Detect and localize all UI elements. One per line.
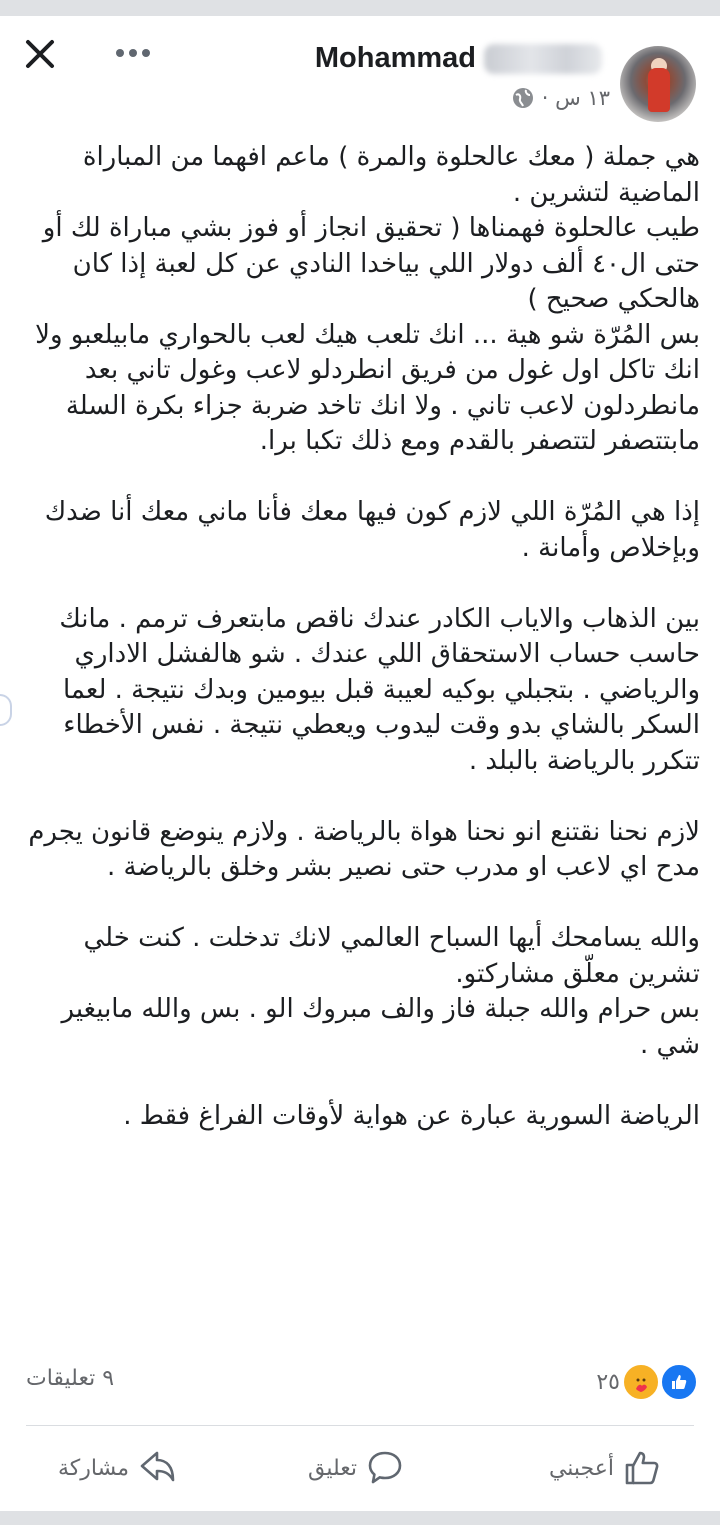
reaction-icons: [634, 1363, 698, 1401]
more-options-button[interactable]: [108, 38, 158, 68]
comment-icon: [365, 1448, 405, 1488]
like-button[interactable]: [549, 1446, 662, 1490]
post-line: لازم نحنا نقتنع انو نحنا هواة بالرياضة . ولازم ينوضع قانون يجرم مدح اي لاعب او مدرب حتى نصير بشر وخلق بالرياضة .: [28, 816, 700, 882]
avatar-figure-body: [648, 68, 670, 112]
close-icon: [24, 38, 56, 70]
reactions-summary[interactable]: [596, 1363, 698, 1401]
globe-icon: [512, 87, 534, 109]
post-line: بس حرام والله جبلة فاز والف مبروك الو . بس والله مابيغير شي .: [61, 994, 700, 1060]
paragraph-gap: [22, 779, 700, 815]
post-timestamp[interactable]: ١٣ س ·: [541, 86, 610, 110]
post-line: طيب عالحلوة فهمناها ( تحقيق انجاز أو فوز بشي مباراة لك أو حتى ال٤٠ ألف دولار اللي بياخدا النادي عن كل لعبة إذا كان هالحكي صحيح ): [42, 213, 700, 314]
divider: [26, 1425, 694, 1426]
post-body: [22, 140, 700, 1134]
comment-label: تعليق: [308, 1455, 358, 1481]
side-handle: [0, 694, 12, 726]
close-button[interactable]: [20, 34, 60, 74]
navigation-bar-strip: [0, 1511, 720, 1525]
care-reaction-icon: [622, 1363, 660, 1401]
like-icon: [622, 1448, 662, 1488]
avatar[interactable]: [620, 46, 696, 122]
post-line: والله يسامحك أيها السباح العالمي لانك تدخلت . كنت خلي تشرين معلّق مشاركتو.: [83, 923, 700, 989]
reaction-count: ٢٥: [596, 1369, 620, 1395]
paragraph-gap: [22, 566, 700, 602]
comments-count[interactable]: ٩ تعليقات: [26, 1366, 115, 1391]
post-line: بين الذهاب والاياب الكادر عندك ناقص مابتعرف ترمم . مانك حاسب حساب الاستحقاق اللي عندك . شو هالفشل الاداري والرياضي . بتجبلي بوكيه لعيبة قبل بيومين وبدك نتيجة . لعما السكر بالشاي بدو وقت ليدوب ويعطي نتيجة . نفس الأخطاء تتكرر بالرياضة بالبلد .: [59, 603, 700, 776]
share-button[interactable]: [58, 1446, 177, 1490]
post-line: الرياضة السورية عبارة عن هواية لأوقات الفراغ فقط .: [123, 1100, 700, 1131]
like-reaction-icon: [660, 1363, 698, 1401]
share-label: مشاركة: [58, 1455, 130, 1481]
status-bar-strip: [0, 0, 720, 16]
author-name[interactable]: Mohammad: [314, 42, 476, 74]
like-label: أعجبني: [548, 1455, 614, 1481]
paragraph-gap: [22, 1063, 700, 1099]
post-meta: [512, 86, 610, 110]
more-options-icon: [115, 48, 151, 58]
share-icon: [137, 1448, 177, 1488]
post-line: بس المُرّة شو هية ... انك تلعب هيك لعب بالحواري مابيلعبو ولا انك تاكل اول غول من فريق انطردلو لاعب وغول تاني بعد مانطردلون لاعب تاني . ولا انك تاخد ضربة جزاء بكرة السلة مابتتصفر لتتصفر بالقدم ومع ذلك تكبا برا.: [35, 319, 700, 456]
comment-button[interactable]: [308, 1446, 405, 1490]
redacted-surname: [484, 44, 602, 74]
paragraph-gap: [22, 460, 700, 496]
post-line: هي جملة ( معك عالحلوة والمرة ) ماعم افهما من المباراة الماضية لتشرين .: [82, 142, 700, 208]
paragraph-gap: [22, 886, 700, 922]
post-line: إذا هي المُرّة اللي لازم كون فيها معك فأنا ماني معك أنا ضدك وبإخلاص وأمانة .: [44, 497, 700, 563]
